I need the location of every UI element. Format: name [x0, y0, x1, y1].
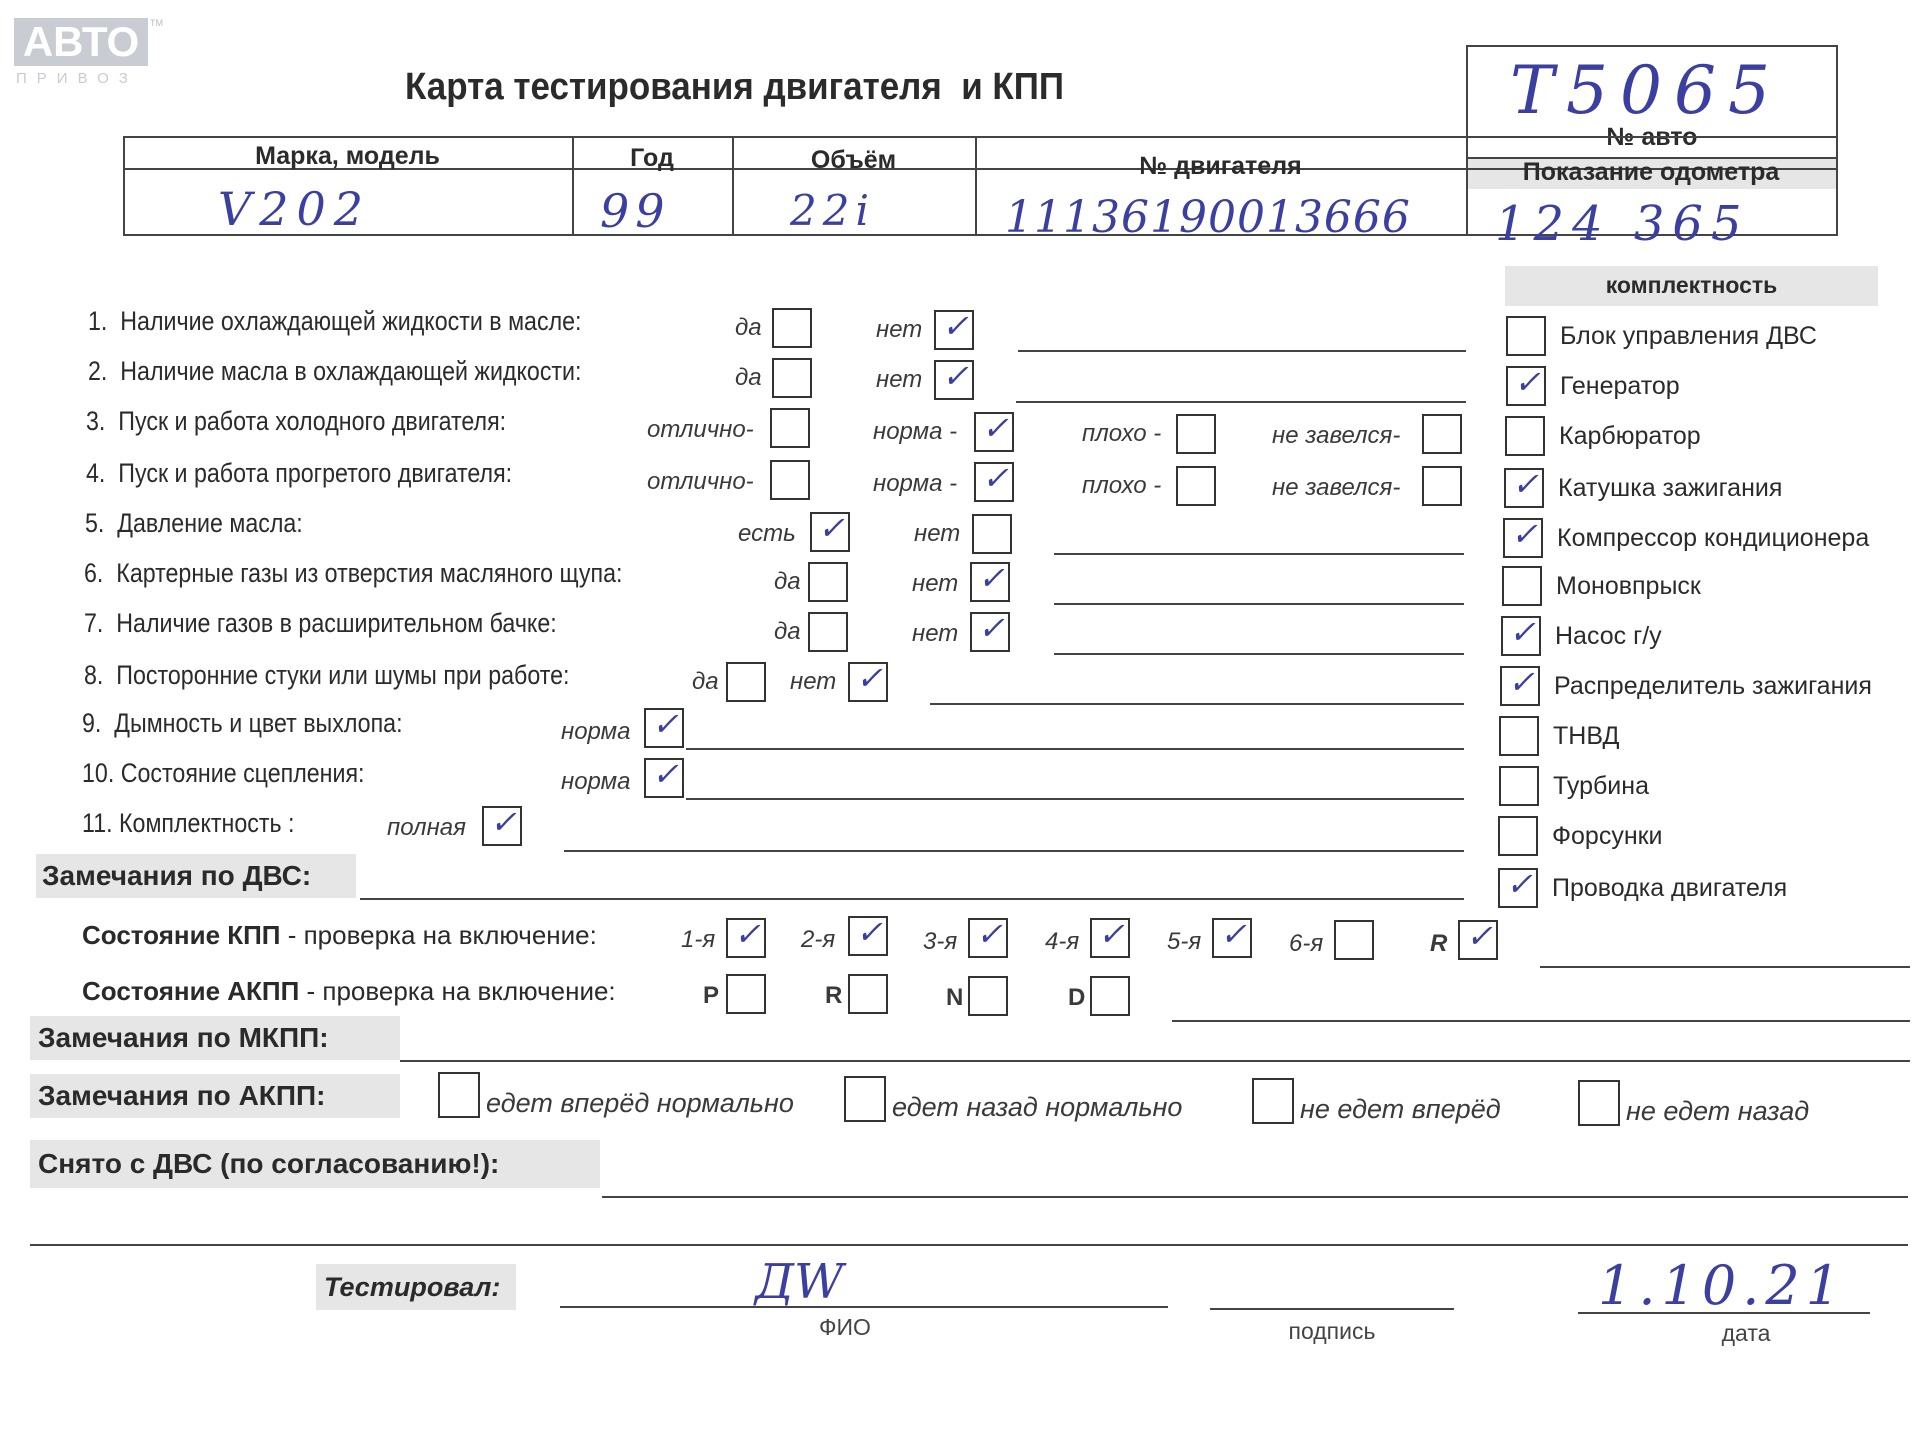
kpp-label: Состояние КПП - проверка на включение: — [82, 920, 597, 950]
komplekt-label-generator: Генератор — [1560, 372, 1680, 400]
komplekt-label-power-steering-pump: Насос г/у — [1555, 622, 1662, 650]
header-engine-number: № двигателя — [1139, 152, 1302, 180]
komplekt-label-ecu: Блок управления ДВС — [1560, 322, 1817, 350]
checkbox-item4-normal[interactable]: ✓ — [974, 462, 1014, 502]
tester-name-value: ДW — [755, 1254, 844, 1310]
logo-tm: TM — [150, 18, 163, 28]
gear-label: 2-я — [801, 926, 836, 953]
checkbox-kpp-3[interactable]: ✓ — [968, 918, 1008, 958]
komplekt-label-injectors: Форсунки — [1552, 822, 1663, 850]
checkbox-item1-yes[interactable] — [772, 308, 812, 348]
gear-label: N — [946, 984, 964, 1011]
opt-label: плохо - — [1082, 420, 1162, 447]
checkbox-item2-yes[interactable] — [772, 358, 812, 398]
item-2 — [88, 356, 581, 387]
removed-label: Снято с ДВС (по согласованию!): — [30, 1140, 600, 1188]
item-label: Давление масла: — [117, 508, 303, 538]
opt-label: полная — [387, 814, 466, 841]
value-year: 99 — [600, 184, 671, 238]
item-6 — [84, 558, 622, 589]
checkbox-item7-yes[interactable] — [808, 612, 848, 652]
checkbox-item9-normal[interactable]: ✓ — [644, 708, 684, 748]
komplekt-label-mono-injection: Моновпрыск — [1556, 572, 1701, 600]
item-7 — [84, 608, 557, 639]
komplekt-label-ignition-coil: Катушка зажигания — [1558, 474, 1783, 502]
value-odometer: 124 365 — [1495, 196, 1750, 252]
checkbox-item2-no[interactable]: ✓ — [934, 360, 974, 400]
item-number: 10. — [82, 758, 115, 788]
item-number: 8. — [84, 660, 104, 690]
item-label: Картерные газы из отверстия масляного щупа: — [116, 558, 623, 588]
opt-label: отлично- — [647, 416, 754, 443]
car-number-label: № авто — [1606, 123, 1698, 151]
header-odometer: Показание одометра — [1522, 158, 1780, 186]
item-number: 1. — [88, 306, 108, 336]
komplekt-label-tnvd: ТНВД — [1553, 722, 1620, 750]
checkbox-akpp-backward-ok[interactable] — [844, 1076, 886, 1122]
gear-label: P — [703, 982, 720, 1009]
item-8 — [84, 660, 570, 691]
opt-label: нет — [914, 520, 961, 547]
item-9 — [82, 708, 403, 739]
dvs-remarks-label: Замечания по ДВС: — [36, 854, 356, 898]
gear-label: 3-я — [923, 928, 958, 955]
checkbox-kpp-5[interactable]: ✓ — [1212, 918, 1252, 958]
checkbox-item11-full[interactable]: ✓ — [482, 806, 522, 846]
komplekt-checkbox-injectors[interactable] — [1498, 816, 1538, 856]
checkbox-akpp-d[interactable] — [1090, 976, 1130, 1016]
item-10 — [82, 758, 364, 789]
signature-label: подпись — [1288, 1318, 1376, 1344]
checkbox-item5-yes[interactable]: ✓ — [810, 512, 850, 552]
gear-label: 6-я — [1289, 930, 1324, 957]
komplekt-checkbox-tnvd[interactable] — [1499, 716, 1539, 756]
logo-main: АВТО — [14, 18, 148, 66]
opt-label: отлично- — [647, 468, 754, 495]
item-1 — [88, 306, 581, 337]
komplekt-checkbox-generator[interactable]: ✓ — [1506, 366, 1546, 406]
komplekt-label-wiring: Проводка двигателя — [1552, 874, 1788, 902]
item-11 — [82, 808, 295, 839]
checkbox-item4-bad[interactable] — [1176, 466, 1216, 506]
opt-label: нет — [876, 316, 923, 343]
checkbox-item5-no[interactable] — [972, 514, 1012, 554]
opt-label: норма - — [873, 470, 958, 497]
item-number: 5. — [85, 508, 105, 538]
checkbox-kpp-r[interactable]: ✓ — [1458, 920, 1498, 960]
item-label: Пуск и работа прогретого двигателя: — [118, 458, 513, 488]
checkbox-akpp-forward-ok[interactable] — [438, 1072, 480, 1118]
opt-label: да — [735, 364, 762, 391]
date-value: 1.10.21 — [1598, 1254, 1847, 1317]
header-year: Год — [630, 144, 674, 172]
item-label: Дымность и цвет выхлопа: — [114, 708, 403, 738]
item-label: Посторонние стуки или шумы при работе: — [116, 660, 570, 690]
header-make-model: Марка, модель — [255, 142, 440, 170]
item-label: Пуск и работа холодного двигателя: — [118, 406, 507, 436]
item-number: 7. — [84, 608, 104, 638]
akpp-option-label: не едет вперёд — [1300, 1094, 1501, 1124]
komplekt-checkbox-ignition-coil[interactable]: ✓ — [1504, 468, 1544, 508]
item-number: 4. — [86, 458, 106, 488]
checkbox-kpp-2[interactable]: ✓ — [848, 916, 888, 956]
item-label: Наличие газов в расширительном бачке: — [116, 608, 557, 638]
akpp-option-label: не едет назад — [1626, 1096, 1810, 1126]
checkbox-item10-normal[interactable]: ✓ — [644, 758, 684, 798]
logo-sub: ПРИВОЗ — [16, 70, 138, 87]
opt-label: да — [735, 314, 762, 341]
checkbox-item3-excellent[interactable] — [770, 408, 810, 448]
tested-label: Тестировал: — [316, 1264, 516, 1310]
checkbox-item6-yes[interactable] — [808, 562, 848, 602]
date-label: дата — [1721, 1320, 1771, 1346]
opt-label: нет — [876, 366, 923, 393]
checkbox-akpp-no-backward[interactable] — [1578, 1080, 1620, 1126]
opt-label: да — [692, 668, 719, 695]
gear-label: R — [1430, 930, 1448, 957]
opt-label: плохо - — [1082, 472, 1162, 499]
opt-label: нет — [912, 620, 959, 647]
opt-label: норма — [561, 768, 631, 795]
opt-label: да — [774, 568, 801, 595]
gear-label: 4-я — [1045, 928, 1080, 955]
checkbox-item4-no-start[interactable] — [1422, 466, 1462, 506]
checkbox-kpp-6[interactable] — [1334, 920, 1374, 960]
gear-label: R — [825, 982, 843, 1009]
opt-label: нет — [912, 570, 959, 597]
item-number: 3. — [86, 406, 106, 436]
opt-label: норма — [561, 718, 631, 745]
komplekt-checkbox-distributor[interactable]: ✓ — [1500, 666, 1540, 706]
item-number: 6. — [84, 558, 104, 588]
gear-label: D — [1068, 984, 1086, 1011]
checkbox-item3-bad[interactable] — [1176, 414, 1216, 454]
opt-label: не завелся- — [1272, 422, 1401, 449]
komplekt-label-turbine: Турбина — [1553, 772, 1649, 800]
checkbox-item4-excellent[interactable] — [770, 460, 810, 500]
car-number-value: T5065 — [1510, 52, 1782, 129]
fio-label: ФИО — [819, 1314, 871, 1340]
mkpp-remarks-label: Замечания по МКПП: — [30, 1016, 400, 1060]
item-label: Наличие охлаждающей жидкости в масле: — [120, 306, 582, 336]
opt-label: есть — [738, 520, 796, 547]
item-number: 2. — [88, 356, 108, 386]
komplekt-checkbox-turbine[interactable] — [1499, 766, 1539, 806]
header-volume: Объём — [810, 146, 897, 174]
checkbox-item7-no[interactable]: ✓ — [970, 612, 1010, 652]
opt-label: норма - — [873, 418, 958, 445]
komplekt-checkbox-ecu[interactable] — [1506, 316, 1546, 356]
item-label: Наличие масла в охлаждающей жидкости: — [120, 356, 582, 386]
value-engine-number: 11136190013666 — [1005, 192, 1411, 243]
checkbox-item3-normal[interactable]: ✓ — [974, 412, 1014, 452]
komplekt-checkbox-carburetor[interactable] — [1505, 416, 1545, 456]
opt-label: нет — [790, 668, 837, 695]
item-label: Состояние сцепления: — [120, 758, 365, 788]
checkbox-kpp-1[interactable]: ✓ — [726, 918, 766, 958]
checkbox-item3-no-start[interactable] — [1422, 414, 1462, 454]
komplekt-label-carburetor: Карбюратор — [1559, 422, 1701, 450]
checkbox-item1-no[interactable]: ✓ — [934, 310, 974, 350]
akpp-option-label: едет вперёд нормально — [486, 1088, 794, 1118]
komplekt-label-ac-compressor: Компрессор кондиционера — [1557, 524, 1870, 552]
akpp-remarks-label: Замечания по АКПП: — [30, 1074, 400, 1118]
akpp-label: Состояние АКПП - проверка на включение: — [82, 976, 616, 1006]
item-5 — [85, 508, 303, 539]
item-4 — [86, 458, 512, 489]
checkbox-kpp-4[interactable]: ✓ — [1090, 918, 1130, 958]
akpp-option-label: едет назад нормально — [892, 1092, 1183, 1122]
komplekt-checkbox-power-steering-pump[interactable]: ✓ — [1501, 616, 1541, 656]
komplekt-label-distributor: Распределитель зажигания — [1554, 672, 1872, 700]
komplekt-checkbox-mono-injection[interactable] — [1502, 566, 1542, 606]
opt-label: не завелся- — [1272, 474, 1401, 501]
komplekt-checkbox-ac-compressor[interactable]: ✓ — [1503, 518, 1543, 558]
item-3 — [86, 406, 506, 437]
gear-label: 1-я — [681, 926, 716, 953]
checkbox-akpp-r[interactable] — [848, 974, 888, 1014]
item-label: Комплектность : — [119, 808, 295, 838]
checkbox-akpp-n[interactable] — [968, 976, 1008, 1016]
opt-label: да — [774, 618, 801, 645]
value-make-model: V202 — [218, 182, 372, 236]
checkbox-akpp-no-forward[interactable] — [1252, 1078, 1294, 1124]
gear-label: 5-я — [1167, 928, 1202, 955]
checkbox-item6-no[interactable]: ✓ — [970, 562, 1010, 602]
komplekt-title: комплектность — [1605, 272, 1778, 298]
logo — [14, 18, 163, 88]
item-number: 9. — [82, 708, 102, 738]
checkbox-item8-no[interactable]: ✓ — [848, 662, 888, 702]
page-title: Карта тестирования двигателя и КПП — [405, 66, 1065, 108]
checkbox-akpp-p[interactable] — [726, 974, 766, 1014]
value-volume: 22i — [790, 186, 875, 235]
checkbox-item8-yes[interactable] — [726, 662, 766, 702]
item-number: 11. — [82, 808, 113, 838]
komplekt-checkbox-wiring[interactable]: ✓ — [1498, 868, 1538, 908]
